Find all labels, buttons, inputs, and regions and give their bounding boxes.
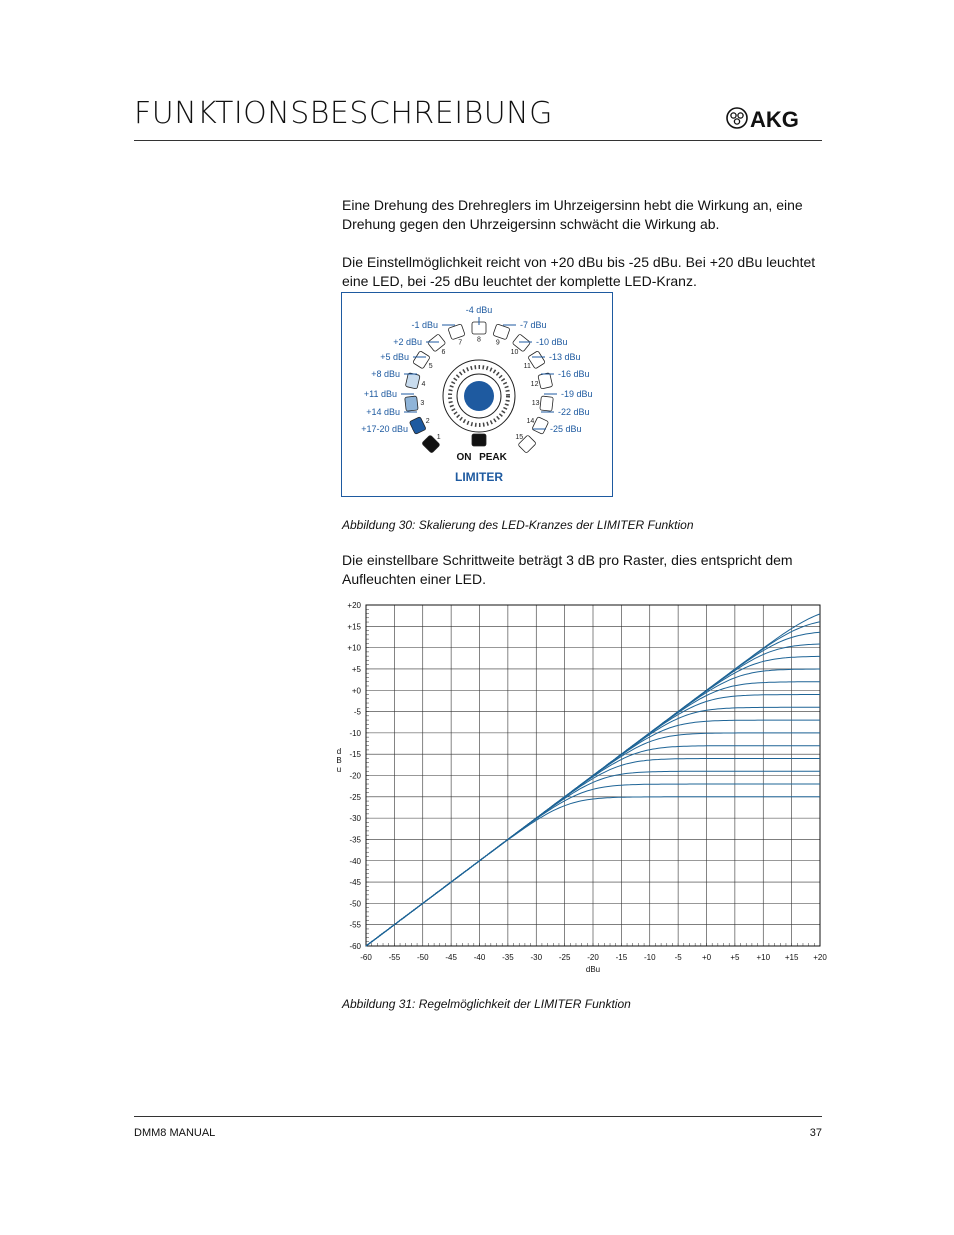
led-number-label: 4 (421, 380, 426, 388)
on-label: ON (456, 452, 472, 463)
x-tick-label: +5 (730, 953, 740, 962)
paragraph-1: Eine Drehung des Drehreglers im Uhrzeigersinn hebt die Wirkung an, eine Drehung gegen den Uhrzeigersinn schwächt die Wirkung ab. (342, 197, 803, 232)
label-right: -13 dBu (549, 352, 581, 362)
label-right: -25 dBu (550, 424, 582, 434)
y-tick-label: -25 (349, 792, 361, 802)
led-number-label: 2 (425, 418, 430, 426)
y-tick-label: -10 (349, 728, 361, 738)
footer-manual-name: DMM8 MANUAL (134, 1127, 216, 1139)
figure-31-caption: Abbildung 31: Regelmöglichkeit der LIMITER Funktion (342, 997, 631, 1011)
logo-text: AKG (750, 107, 799, 131)
x-tick-label: -60 (360, 953, 372, 962)
x-tick-label: +15 (784, 953, 799, 962)
led-number-label: 10 (510, 348, 519, 356)
y-tick-label: -20 (349, 771, 361, 781)
x-tick-label: -5 (674, 953, 682, 962)
y-tick-label: -45 (349, 878, 361, 888)
led-segment (413, 351, 431, 369)
y-tick-label: +10 (347, 643, 361, 653)
y-axis-label-char: d (336, 747, 342, 757)
label-left: +14 dBu (366, 407, 400, 417)
led-ring-svg (342, 293, 612, 496)
led-number-label: 11 (523, 363, 531, 371)
footer-rule (134, 1116, 822, 1117)
led-number-label: 14 (526, 418, 535, 426)
limiter-chart-svg (330, 595, 830, 975)
y-axis-label-char: B (336, 756, 342, 766)
page-title: FUNKTIONSBESCHREIBUNG (134, 96, 553, 131)
x-tick-label: -55 (388, 953, 401, 962)
y-tick-label: +20 (347, 601, 361, 610)
label-left: +11 dBu (363, 389, 397, 399)
led-number-label: 8 (477, 336, 481, 344)
x-tick-label: -25 (558, 953, 571, 962)
led-ring-figure (341, 292, 613, 497)
y-tick-label: +0 (351, 686, 361, 696)
led-number-label: 9 (495, 339, 500, 347)
led-segment (540, 396, 553, 411)
limiter-chart (330, 595, 830, 975)
y-tick-label: -35 (349, 835, 361, 845)
label-right: -10 dBu (536, 337, 568, 347)
peak-led (472, 434, 486, 446)
limiter-label: LIMITER (455, 470, 503, 484)
x-axis-label: dBu (585, 965, 601, 974)
label-right: -7 dBu (520, 320, 547, 330)
peak-label: PEAK (479, 452, 507, 463)
label-top: -4 dBu (465, 305, 493, 315)
x-tick-label: +10 (756, 953, 771, 962)
label-left: +5 dBu (380, 352, 409, 362)
y-tick-label: -60 (349, 942, 361, 951)
x-tick-label: -35 (502, 953, 514, 962)
figure-30-caption: Abbildung 30: Skalierung des LED-Kranzes der LIMITER Funktion (342, 518, 694, 532)
label-right: -16 dBu (558, 369, 590, 379)
label-left: -1 dBu (411, 320, 438, 330)
x-tick-label: -30 (530, 953, 543, 962)
label-left: +17-20 dBu (361, 424, 408, 434)
page-number: 37 (809, 1127, 822, 1139)
y-axis-label-char: u (336, 765, 342, 775)
y-tick-label: +5 (351, 664, 361, 674)
led-number-label: 7 (458, 339, 463, 347)
paragraph-3: Die einstellbare Schrittweite beträgt 3 dB pro Raster, dies entspricht dem Aufleuchten einer LED. (342, 552, 793, 587)
led-number-label: 12 (530, 380, 539, 388)
label-right: -19 dBu (561, 389, 593, 399)
led-number-label: 3 (420, 399, 425, 407)
led-segment (448, 324, 465, 340)
x-tick-label: -45 (445, 953, 457, 962)
y-tick-label: -30 (349, 814, 361, 824)
led-segment (532, 417, 549, 435)
x-tick-label: +0 (701, 953, 712, 962)
y-tick-label: +15 (347, 622, 361, 632)
y-tick-label: -50 (349, 899, 361, 909)
led-number-label: 6 (441, 348, 446, 356)
paragraph-2: Die Einstellmöglichkeit reicht von +20 dBu bis -25 dBu. Bei +20 dBu leuchtet eine LED, bei -25 dBu leuchtet der komplette LED-Kranz. (342, 254, 816, 289)
led-number-label: 15 (515, 433, 524, 441)
led-segment (409, 417, 426, 435)
x-tick-label: -10 (643, 953, 656, 962)
y-tick-label: -15 (349, 750, 361, 760)
led-number-label: 13 (531, 399, 540, 407)
led-segment (538, 373, 553, 389)
y-tick-label: -40 (349, 856, 361, 866)
x-tick-label: -50 (416, 953, 429, 962)
akg-logo (726, 105, 826, 131)
y-tick-label: -5 (353, 707, 361, 717)
header-rule (134, 140, 822, 141)
led-number-label: 5 (428, 363, 433, 371)
led-number-label: 1 (436, 433, 441, 441)
label-left: +2 dBu (393, 337, 422, 347)
led-segment (405, 373, 420, 389)
led-segment (405, 396, 418, 411)
label-right: -22 dBu (558, 407, 590, 417)
x-tick-label: +20 (813, 953, 827, 962)
label-left: +8 dBu (371, 369, 400, 379)
led-segment (493, 324, 510, 340)
x-tick-label: -20 (587, 953, 599, 962)
knob-cap (464, 381, 494, 411)
x-tick-label: -15 (615, 953, 628, 962)
x-tick-label: -40 (473, 953, 486, 962)
y-tick-label: -55 (349, 920, 361, 930)
